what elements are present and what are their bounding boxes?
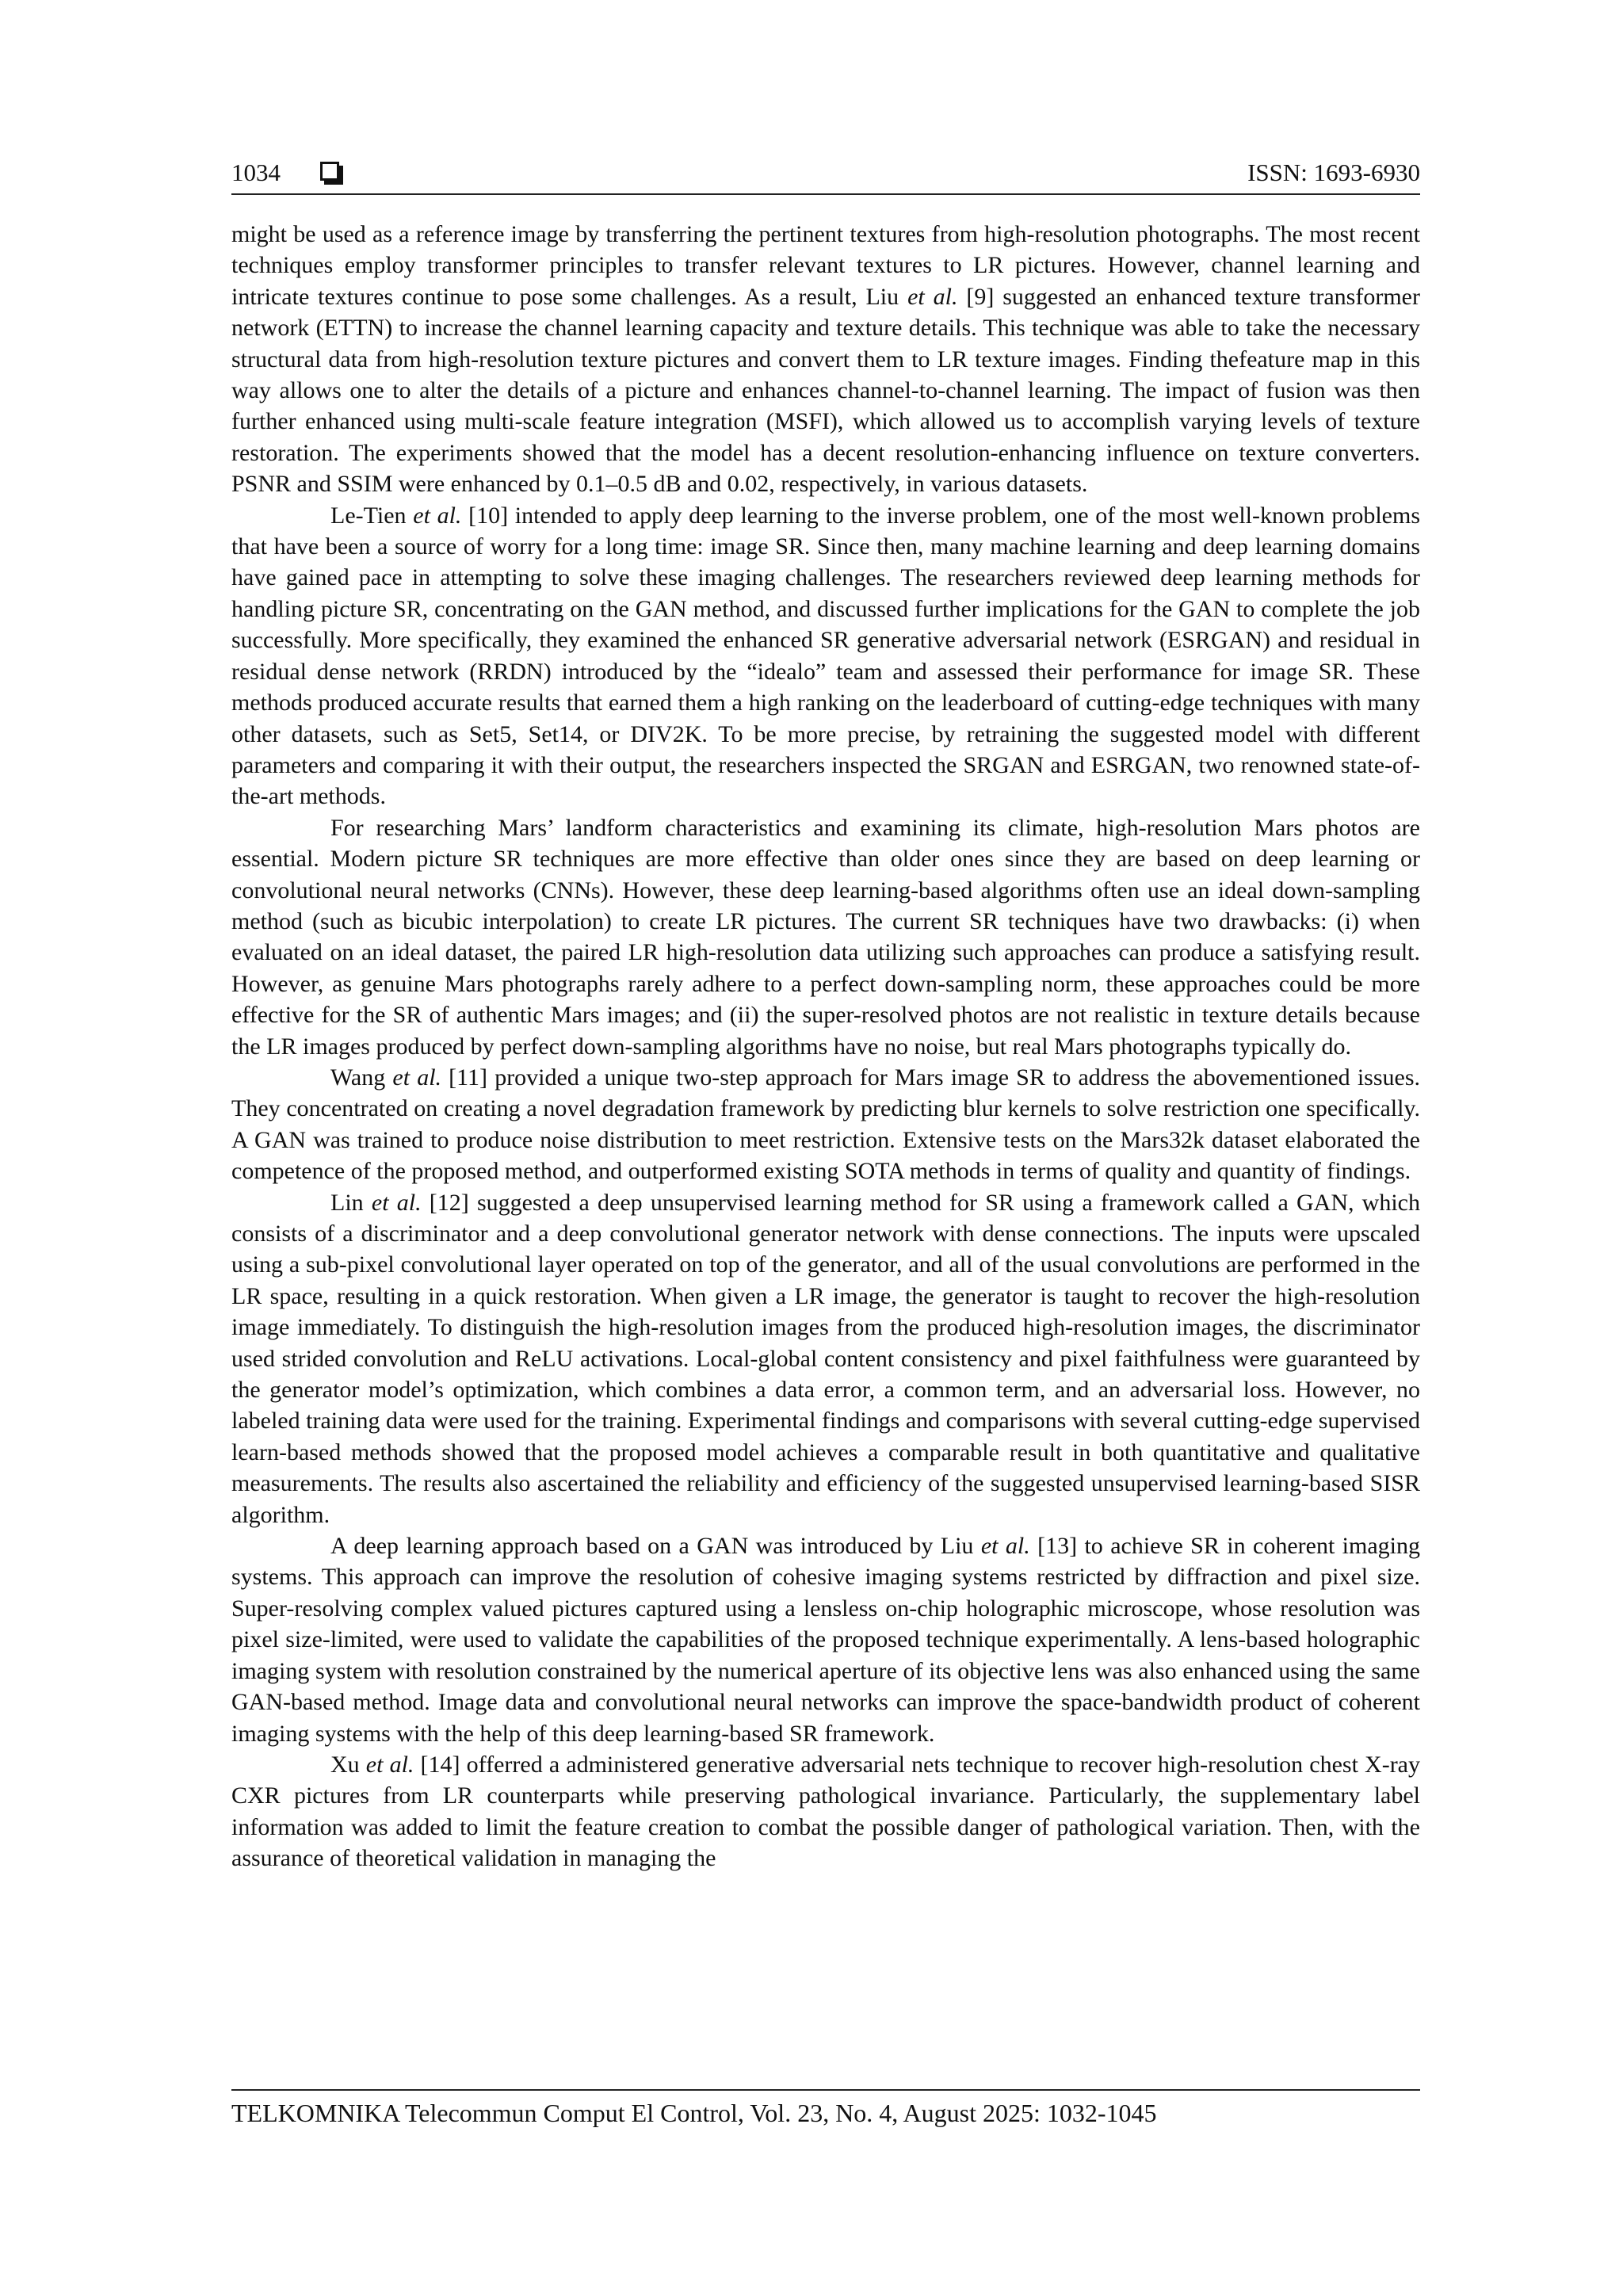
paragraph-5: Lin et al. [12] suggested a deep unsupervised learning method for SR using a framework called a GAN, which consists of a discriminator and a deep convolutional generator network with dense connections. The inputs were upscaled using a sub-pixel convolutional layer operated on top of the generator, and all of the usual convolutions are performed in the LR space, resulting in a quick restoration. When given a LR image, the generator is taught to recover the high-resolution image immediately. To distinguish the high-resolution images from the produced high-resolution images, the discriminator used strided convolution and ReLU activations. Local-global content consistency and pixel faithfulness were guaranteed by the generator model’s optimization, which combines a data error, a common term, and an adversarial loss. However, no labeled training data were used for the training. Experimental findings and comparisons with several cutting-edge supervised learn-based methods showed that the proposed model achieves a comparable result in both quantitative and qualitative measurements. The results also ascertained the reliability and efficiency of the suggested unsupervised learning-based SISR algorithm.: [231, 1189, 1420, 1528]
page-number: 1034: [231, 159, 281, 186]
paragraph-2: Le-Tien et al. [10] intended to apply deep learning to the inverse problem, one of the most well-known problems that have been a source of worry for a long time: image SR. Since then, many machine learning and deep learning domains have gained pace in attempting to solve these imaging challenges. The researchers reviewed deep learning methods for handling picture SR, concentrating on the GAN method, and discussed further implications for the GAN to complete the job successfully. More specifically, they examined the enhanced SR generative adversarial network (ESRGAN) and residual in residual dense network (RRDN) introduced by the “idealo” team and assessed their performance for image SR. These methods produced accurate results that earned them a high ranking on the leaderboard of cutting-edge techniques with many other datasets, such as Set5, Set14, or DIV2K. To be more precise, by retraining the suggested model with different parameters and comparing it with their output, the researchers inspected the SRGAN and ESRGAN, two renowned state-of-the-art methods.: [231, 502, 1420, 810]
page-header: [231, 154, 1420, 195]
paragraph-4: Wang et al. [11] provided a unique two-step approach for Mars image SR to address the abovementioned issues. They concentrated on creating a novel degradation framework by predicting blur kernels to solve restriction one specifically. A GAN was trained to produce noise distribution to meet restriction. Extensive tests on the Mars32k dataset elaborated the competence of the proposed method, and outperformed existing SOTA methods in terms of quality and quantity of findings.: [231, 1064, 1420, 1185]
paragraph-3: For researching Mars’ landform characteristics and examining its climate, high-resolution Mars photos are essential. Modern picture SR techniques are more effective than older ones since they are based on deep learning or convolutional neural networks (CNNs). However, these deep learning-based algorithms often use an ideal down-sampling method (such as bicubic interpolation) to create LR pictures. The current SR techniques have two drawbacks: (i) when evaluated on an ideal dataset, the paired LR high-resolution data utilizing such approaches can produce a satisfying result. However, as genuine Mars photographs rarely adhere to a perfect down-sampling norm, these approaches could be more effective for the SR of authentic Mars images; and (ii) the super-resolved photos are not realistic in texture details because the LR images produced by perfect down-sampling algorithms have no noise, but real Mars photographs typically do.: [231, 814, 1420, 1060]
paragraph-7: Xu et al. [14] offerred a administered generative adversarial nets technique to recover high-resolution chest X-ray CXR pictures from LR counterparts while preserving pathological invariance. Particularly, the supplementary label information was added to limit the feature creation to combat the possible danger of pathological variation. Then, with the assurance of theoretical validation in managing the: [231, 1751, 1420, 1872]
square-bullet-icon: [320, 162, 339, 181]
paragraph-1: might be used as a reference image by transferring the pertinent textures from high-resolution photographs. The most recent techniques employ transformer principles to transfer relevant textures to LR pictures. However, channel learning and intricate textures continue to pose some challenges. As a result, Liu et al. [9] suggested an enhanced texture transformer network (ETTN) to increase the channel learning capacity and texture details. This technique was able to take the necessary structural data from high-resolution texture pictures and convert them to LR texture images. Finding thefeature map in this way allows one to alter the details of a picture and enhances channel-to-channel learning. The impact of fusion was then further enhanced using multi-scale feature integration (MSFI), which allowed us to accomplish varying levels of texture restoration. The experiments showed that the model has a decent resolution-enhancing influence on texture converters. PSNR and SSIM were enhanced by 0.1–0.5 dB and 0.02, respectively, in various datasets.: [231, 221, 1420, 498]
paragraph-6: A deep learning approach based on a GAN was introduced by Liu et al. [13] to achieve SR in coherent imaging systems. This approach can improve the resolution of cohesive imaging systems restricted by diffraction and pixel size. Super-resolving complex valued pictures captured using a lensless on-chip holographic microscope, whose resolution was pixel size-limited, were used to validate the capabilities of the proposed technique experimentally. A lens-based holographic imaging system with resolution constrained by the numerical aperture of its objective lens was also enhanced using the same GAN-based method. Image data and convolutional neural networks can improve the space-bandwidth product of coherent imaging systems with the help of this deep learning-based SR framework.: [231, 1533, 1420, 1747]
page-footer: TELKOMNIKA Telecommun Comput El Control, Vol. 23, No. 4, August 2025: 1032-1045: [231, 2089, 1420, 2128]
body-text: [231, 219, 1420, 1874]
issn-label: ISSN: 1693-6930: [1247, 159, 1420, 186]
